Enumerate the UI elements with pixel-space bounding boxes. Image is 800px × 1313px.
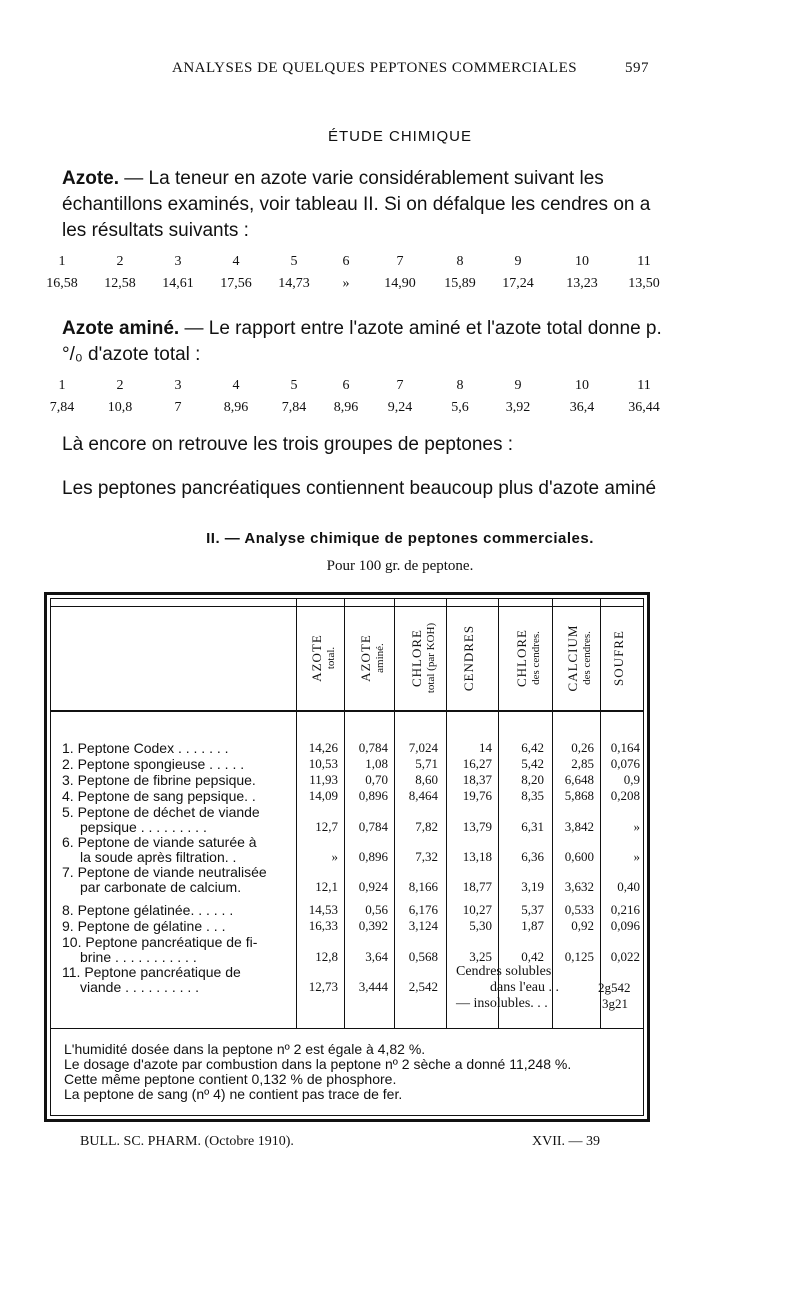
table-note: Cette même peptone contient 0,132 % de phosphore. xyxy=(64,1071,397,1087)
column-header xyxy=(462,603,482,713)
azote-amine-index: 5 xyxy=(290,378,298,393)
ash-soluble-value: 2g542 xyxy=(598,980,631,995)
row-label: 9. Peptone de gélatine . . . xyxy=(62,918,226,934)
azote-value: 14,61 xyxy=(162,276,194,291)
row-label: 10. Peptone pancréatique de fi- xyxy=(62,934,258,950)
azote-amine-value: 5,6 xyxy=(451,400,469,415)
azote-value: 15,89 xyxy=(444,276,476,291)
row-label: par carbonate de calcium. xyxy=(80,879,242,895)
table-cell: 5,30 xyxy=(469,918,492,933)
column-header-subtitle: des cendres. xyxy=(581,631,593,685)
azote-amine-value: 8,96 xyxy=(333,400,359,415)
table-cell: 0,022 xyxy=(610,949,640,964)
azote-amine-paragraph xyxy=(62,316,662,368)
table-cell: 0,216 xyxy=(610,902,640,917)
column-header-title: SOUFRE xyxy=(611,630,626,686)
table-cell: 18,37 xyxy=(462,772,492,787)
azote-amine-value: 10,8 xyxy=(107,400,133,415)
table-cell: 1,87 xyxy=(521,918,544,933)
table-cell: 12,7 xyxy=(315,819,338,834)
table-cell: 3,842 xyxy=(564,819,594,834)
column-header xyxy=(409,603,437,713)
azote-indices xyxy=(48,254,668,274)
table-cell: 0,9 xyxy=(623,772,640,787)
table-cell: 12,73 xyxy=(308,979,338,994)
table-cell: 0,096 xyxy=(610,918,640,933)
azote-amine-label: Azote aminé. xyxy=(62,318,180,339)
column-header-title: CALCIUM xyxy=(565,624,580,692)
row-label: pepsique . . . . . . . . . xyxy=(80,819,207,835)
table-cell: 3,444 xyxy=(358,979,388,994)
table-cell: 0,924 xyxy=(358,879,388,894)
table-cell: 2,85 xyxy=(571,756,594,771)
row-label: 1. Peptone Codex . . . . . . . xyxy=(62,740,229,756)
azote-amine-value: 36,4 xyxy=(569,400,595,415)
azote-value: 13,50 xyxy=(628,276,660,291)
column-header xyxy=(309,603,337,713)
azote-amine-indices xyxy=(48,378,668,398)
table-cell: 12,8 xyxy=(315,949,338,964)
column-header-title: AZOTE xyxy=(309,634,324,682)
column-header-subtitle: total. xyxy=(325,646,337,670)
table-cell: 18,77 xyxy=(462,879,492,894)
table-cell: 0,40 xyxy=(617,879,640,894)
azote-label: Azote. xyxy=(62,168,119,189)
table-cell: 0,92 xyxy=(571,918,594,933)
row-label: la soude après filtration. . xyxy=(80,849,237,865)
table-cell: 13,79 xyxy=(462,819,492,834)
ash-insoluble-value: 3g21 xyxy=(602,996,628,1011)
row-label: 8. Peptone gélatinée. . . . . . xyxy=(62,902,234,918)
azote-index: 9 xyxy=(514,254,522,269)
azote-value: 14,73 xyxy=(278,276,310,291)
table-cell: 14,26 xyxy=(308,740,338,755)
table-bottom-rule xyxy=(50,1028,644,1029)
azote-amine-value: 7 xyxy=(174,400,182,415)
header-top-rule xyxy=(50,606,644,607)
column-header-title: CENDRES xyxy=(461,624,476,692)
footer-signature: XVII. — 39 xyxy=(532,1134,601,1149)
table-cell: 2,542 xyxy=(408,979,438,994)
table-cell: 8,60 xyxy=(415,772,438,787)
table-cell: 16,33 xyxy=(308,918,338,933)
table-note: Le dosage d'azote par combustion dans la peptone nº 2 sèche a donné 11,248 %. xyxy=(64,1056,572,1072)
azote-index: 7 xyxy=(396,254,404,269)
table-cell: 11,93 xyxy=(309,772,338,787)
azote-amine-value: 7,84 xyxy=(281,400,307,415)
table-cell: 3,25 xyxy=(469,949,492,964)
azote-text: — La teneur en azote varie considérablement suivant les échantillons examinés, voir tableau II. Si on défalque les cendres on a les résultats suivants : xyxy=(62,168,651,241)
azote-value: 12,58 xyxy=(104,276,136,291)
azote-amine-value: 8,96 xyxy=(223,400,249,415)
row-label: brine . . . . . . . . . . . xyxy=(80,949,197,965)
azote-value: 17,56 xyxy=(220,276,252,291)
page-number: 597 xyxy=(625,60,649,76)
table-cell: 0,392 xyxy=(358,918,388,933)
azote-value: 16,58 xyxy=(46,276,78,291)
azote-value: 13,23 xyxy=(566,276,598,291)
row-label: 4. Peptone de sang pepsique. . xyxy=(62,788,256,804)
table-cell: 13,18 xyxy=(462,849,492,864)
azote-amine-index: 1 xyxy=(58,378,66,393)
column-header xyxy=(612,603,632,713)
azote-amine-value: 7,84 xyxy=(49,400,75,415)
azote-value: 17,24 xyxy=(502,276,534,291)
azote-value: 14,90 xyxy=(384,276,416,291)
azote-amine-text: — Le rapport entre l'azote aminé et l'azote total donne p. °/₀ d'azote total : xyxy=(62,318,662,365)
table-cell: » xyxy=(633,849,640,864)
azote-index: 1 xyxy=(58,254,66,269)
table-cell: 7,32 xyxy=(415,849,438,864)
azote-amine-value: 9,24 xyxy=(387,400,413,415)
azote-amine-index: 2 xyxy=(116,378,124,393)
table-cell: 14,53 xyxy=(308,902,338,917)
table-cell: 0,896 xyxy=(358,849,388,864)
table-cell: 6,36 xyxy=(521,849,544,864)
column-header-subtitle: total (par KOH) xyxy=(425,622,437,694)
azote-index: 8 xyxy=(456,254,464,269)
table-cell: 0,70 xyxy=(365,772,388,787)
ash-insoluble-label: — insolubles. . . xyxy=(456,996,548,1011)
table-cell: 0,076 xyxy=(610,756,640,771)
column-header xyxy=(358,603,386,713)
table-cell: 3,124 xyxy=(408,918,438,933)
azote-index: 10 xyxy=(575,254,589,269)
table-cell: 3,64 xyxy=(365,949,388,964)
azote-index: 6 xyxy=(342,254,350,269)
table-cell: 0,26 xyxy=(571,740,594,755)
column-header-subtitle: des cendres. xyxy=(530,631,542,685)
table-cell: 5,42 xyxy=(521,756,544,771)
column-header-title: CHLORE xyxy=(409,629,424,687)
row-label: 6. Peptone de viande saturée à xyxy=(62,834,257,850)
row-label: 2. Peptone spongieuse . . . . . xyxy=(62,756,245,772)
row-label: 7. Peptone de viande neutralisée xyxy=(62,864,267,880)
table-cell: 6,42 xyxy=(521,740,544,755)
table-cell: 0,568 xyxy=(408,949,438,964)
azote-value: » xyxy=(342,276,350,291)
column-header xyxy=(514,603,542,713)
table-cell: 0,784 xyxy=(358,740,388,755)
table-cell: 8,464 xyxy=(408,788,438,803)
azote-index: 3 xyxy=(174,254,182,269)
table-title: II. — Analyse chimique de peptones commerciales. xyxy=(206,530,594,547)
table-cell: 14 xyxy=(479,740,492,755)
azote-amine-value: 3,92 xyxy=(505,400,531,415)
table-cell: 7,82 xyxy=(415,819,438,834)
ash-soluble-label: Cendres solubles xyxy=(456,964,552,979)
azote-amine-index: 9 xyxy=(514,378,522,393)
azote-amine-index: 3 xyxy=(174,378,182,393)
table-cell: 0,600 xyxy=(564,849,594,864)
row-label: 5. Peptone de déchet de viande xyxy=(62,804,260,820)
table-cell: 0,56 xyxy=(365,902,388,917)
table-cell: 6,648 xyxy=(564,772,594,787)
table-cell: 8,20 xyxy=(521,772,544,787)
table-note: L'humidité dosée dans la peptone nº 2 est égale à 4,82 %. xyxy=(64,1041,426,1057)
azote-amine-index: 8 xyxy=(456,378,464,393)
table-cell: 8,35 xyxy=(521,788,544,803)
table-cell: 10,27 xyxy=(462,902,492,917)
table-cell: 6,31 xyxy=(521,819,544,834)
row-label: 3. Peptone de fibrine pepsique. xyxy=(62,772,256,788)
table-note: La peptone de sang (nº 4) ne contient pas trace de fer. xyxy=(64,1086,403,1102)
azote-index: 2 xyxy=(116,254,124,269)
table-cell: 6,176 xyxy=(408,902,438,917)
column-header-title: CHLORE xyxy=(514,629,529,687)
ash-soluble-water: dans l'eau . . xyxy=(490,980,560,995)
table-cell: 0,125 xyxy=(564,949,594,964)
column-header-title: AZOTE xyxy=(358,634,373,682)
azote-amine-value: 36,44 xyxy=(628,400,660,415)
table-cell: 12,1 xyxy=(315,879,338,894)
paragraph-pancreatic: Les peptones pancréatiques contiennent beaucoup plus d'azote aminé xyxy=(62,478,657,499)
azote-amine-index: 10 xyxy=(575,378,589,393)
table-cell: 0,896 xyxy=(358,788,388,803)
azote-amine-index: 7 xyxy=(396,378,404,393)
table-cell: » xyxy=(633,819,640,834)
footer-citation: BULL. SC. PHARM. (Octobre 1910). xyxy=(80,1134,294,1149)
table-cell: 0,784 xyxy=(358,819,388,834)
azote-amine-index: 6 xyxy=(342,378,350,393)
row-label: viande . . . . . . . . . . xyxy=(80,979,200,995)
table-cell: 3,632 xyxy=(564,879,594,894)
running-title: ANALYSES DE QUELQUES PEPTONES COMMERCIALES xyxy=(172,60,578,76)
row-label: 11. Peptone pancréatique de xyxy=(62,964,241,980)
table-cell: 0,208 xyxy=(610,788,640,803)
table-cell: 5,37 xyxy=(521,902,544,917)
azote-index: 4 xyxy=(232,254,240,269)
azote-paragraph xyxy=(62,166,662,244)
table-cell: 0,42 xyxy=(521,949,544,964)
column-header xyxy=(565,603,593,713)
azote-index: 5 xyxy=(290,254,298,269)
table-cell: 16,27 xyxy=(462,756,492,771)
azote-amine-index: 11 xyxy=(637,378,651,393)
table-cell: 5,868 xyxy=(564,788,594,803)
azote-amine-values xyxy=(48,400,668,420)
table-cell: 19,76 xyxy=(462,788,492,803)
table-cell: 10,53 xyxy=(308,756,338,771)
azote-values xyxy=(48,276,668,296)
azote-index: 11 xyxy=(637,254,651,269)
table-cell: 5,71 xyxy=(415,756,438,771)
column-header-subtitle: aminé. xyxy=(374,643,386,673)
section-title: ÉTUDE CHIMIQUE xyxy=(327,128,472,145)
table-cell: 1,08 xyxy=(365,756,388,771)
table-cell: 0,533 xyxy=(564,902,594,917)
table-cell: 0,164 xyxy=(610,740,640,755)
azote-amine-index: 4 xyxy=(232,378,240,393)
table-cell: 8,166 xyxy=(408,879,438,894)
table-cell: 3,19 xyxy=(521,879,544,894)
paragraph-groups: Là encore on retrouve les trois groupes de peptones : xyxy=(62,434,514,455)
table-subtitle: Pour 100 gr. de peptone. xyxy=(326,558,474,574)
table-cell: 14,09 xyxy=(308,788,338,803)
header-bottom-rule xyxy=(50,710,644,712)
table-cell: » xyxy=(331,849,338,864)
table-cell: 7,024 xyxy=(408,740,438,755)
